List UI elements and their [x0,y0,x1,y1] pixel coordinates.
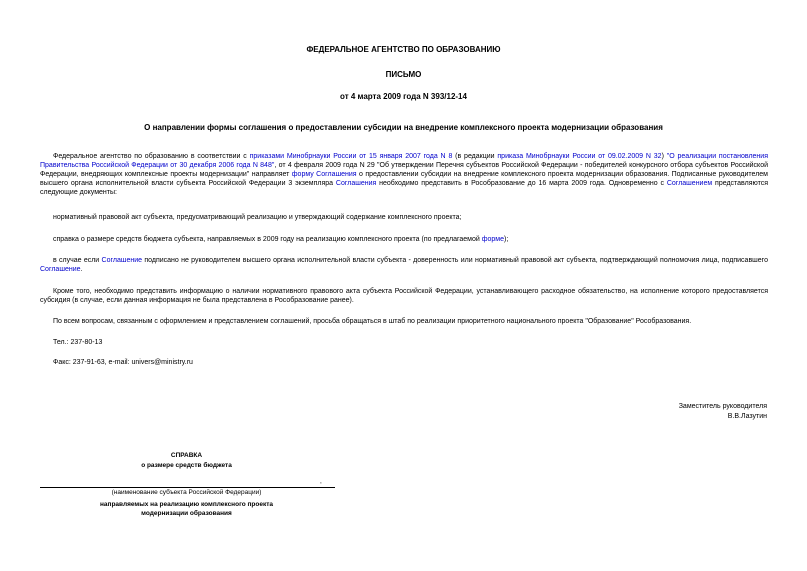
document-date-number: от 4 марта 2009 года N 393/12-14 [340,92,467,101]
appendix-fill-line [40,487,335,488]
text-segment: Федеральное агентство по образованию в соответствии с [53,153,250,160]
appendix-line-1: направляемых на реализацию комплексного проекта [99,501,274,508]
text-segment: в случае если [53,257,102,264]
document-type: ПИСЬМО [385,70,422,79]
text-segment: подписано не руководителем высшего органа исполнительной власти субъекта - доверенность или нормативный правовой акт субъекта, подтверждающий полномочия лица, подписавшего [142,257,768,264]
text-segment: . [80,266,83,273]
fax-email-line: Факс: 237-91-63, e-mail: univers@ministry.ru [53,359,193,366]
paragraph-additional-info: Кроме того, необходимо представить информацию о наличии нормативного правового акта субъекта Российской Федерации, устанавливающего расходное обязательство, на исполнение которого предоставляется субсидия (в случае, если данная информация не была представлена в Рособразование ранее). [40,288,768,304]
text-segment: , от 4 февраля 2009 года N 29 "Об утверждении Перечня субъектов Российской Федерации - победителей конкурсного отбора субъектов Российской Федерации, внедряющих комплексные проекты модернизации" направляет [40,162,768,178]
phone-line: Тел.: 237-80-13 [53,339,103,346]
agency-name: ФЕДЕРАЛЬНОЕ АГЕНТСТВО ПО ОБРАЗОВАНИЮ [306,45,501,54]
appendix-line-2: модернизации образования [141,510,232,517]
document-title: О направлении формы соглашения о предоставлении субсидии на внедрение комплексного проекта модернизации образования [144,123,663,132]
text-segment: ); [503,236,509,243]
link-form[interactable]: форме [481,236,504,243]
link-agreement-form[interactable]: форму Соглашения [291,171,357,178]
appendix-caption: (наименование субъекта Российской Федерации) [111,489,262,496]
link-agreement-2[interactable]: Соглашением [666,180,713,187]
paragraph-contacts-note: По всем вопросам, связанным с оформлением и представлением соглашений, просьба обращаться в штаб по реализации приоритетного национального проекта "Образование" Рособразования. [53,318,692,325]
link-agreement-4[interactable]: Соглашение [40,266,81,273]
text-segment: (в редакции [452,153,498,160]
text-segment: представляются следующие документы: [40,180,768,196]
appendix-comma: , [320,478,322,485]
text-segment: необходимо представить в Рособразование до 16 марта 2009 года. Одновременно с [376,180,667,187]
link-order-8[interactable]: приказами Минобрнауки России от 15 января 2007 года N 8 [249,153,453,160]
paragraph-intro [40,152,768,197]
paragraph-power-of-attorney [40,256,768,274]
link-agreement[interactable]: Соглашения [335,180,377,187]
appendix-subtitle: о размере средств бюджета [141,462,232,469]
link-decree-848[interactable]: "О реализации постановления Правительства Российской Федерации от 30 декабря 2006 года N 848" [40,153,768,169]
paragraph-budget-reference [40,235,768,244]
appendix-title: СПРАВКА [170,452,203,459]
text-segment: о предоставлении субсидии на внедрение комплексного проекта модернизации образования. Подписанные руководителем высшего органа исполнительной власти субъекта Российской Федерации 3 экземпляра [40,171,768,187]
link-order-32[interactable]: приказа Минобрнауки России от 09.02.2009 N 32 [497,153,662,160]
link-agreement-3[interactable]: Соглашение [101,257,143,264]
text-segment: справка о размере средств бюджета субъекта, направляемых в 2009 году на реализацию комплексного проекта (по предлагаемой [53,236,482,243]
paragraph-legal-act: нормативный правовой акт субъекта, предусматривающий реализацию и утверждающий содержание комплексного проекта; [53,214,462,221]
signature-position: Заместитель руководителя [678,403,767,410]
signature-name: В.В.Лазутин [727,413,767,420]
text-segment: ) [661,153,667,160]
